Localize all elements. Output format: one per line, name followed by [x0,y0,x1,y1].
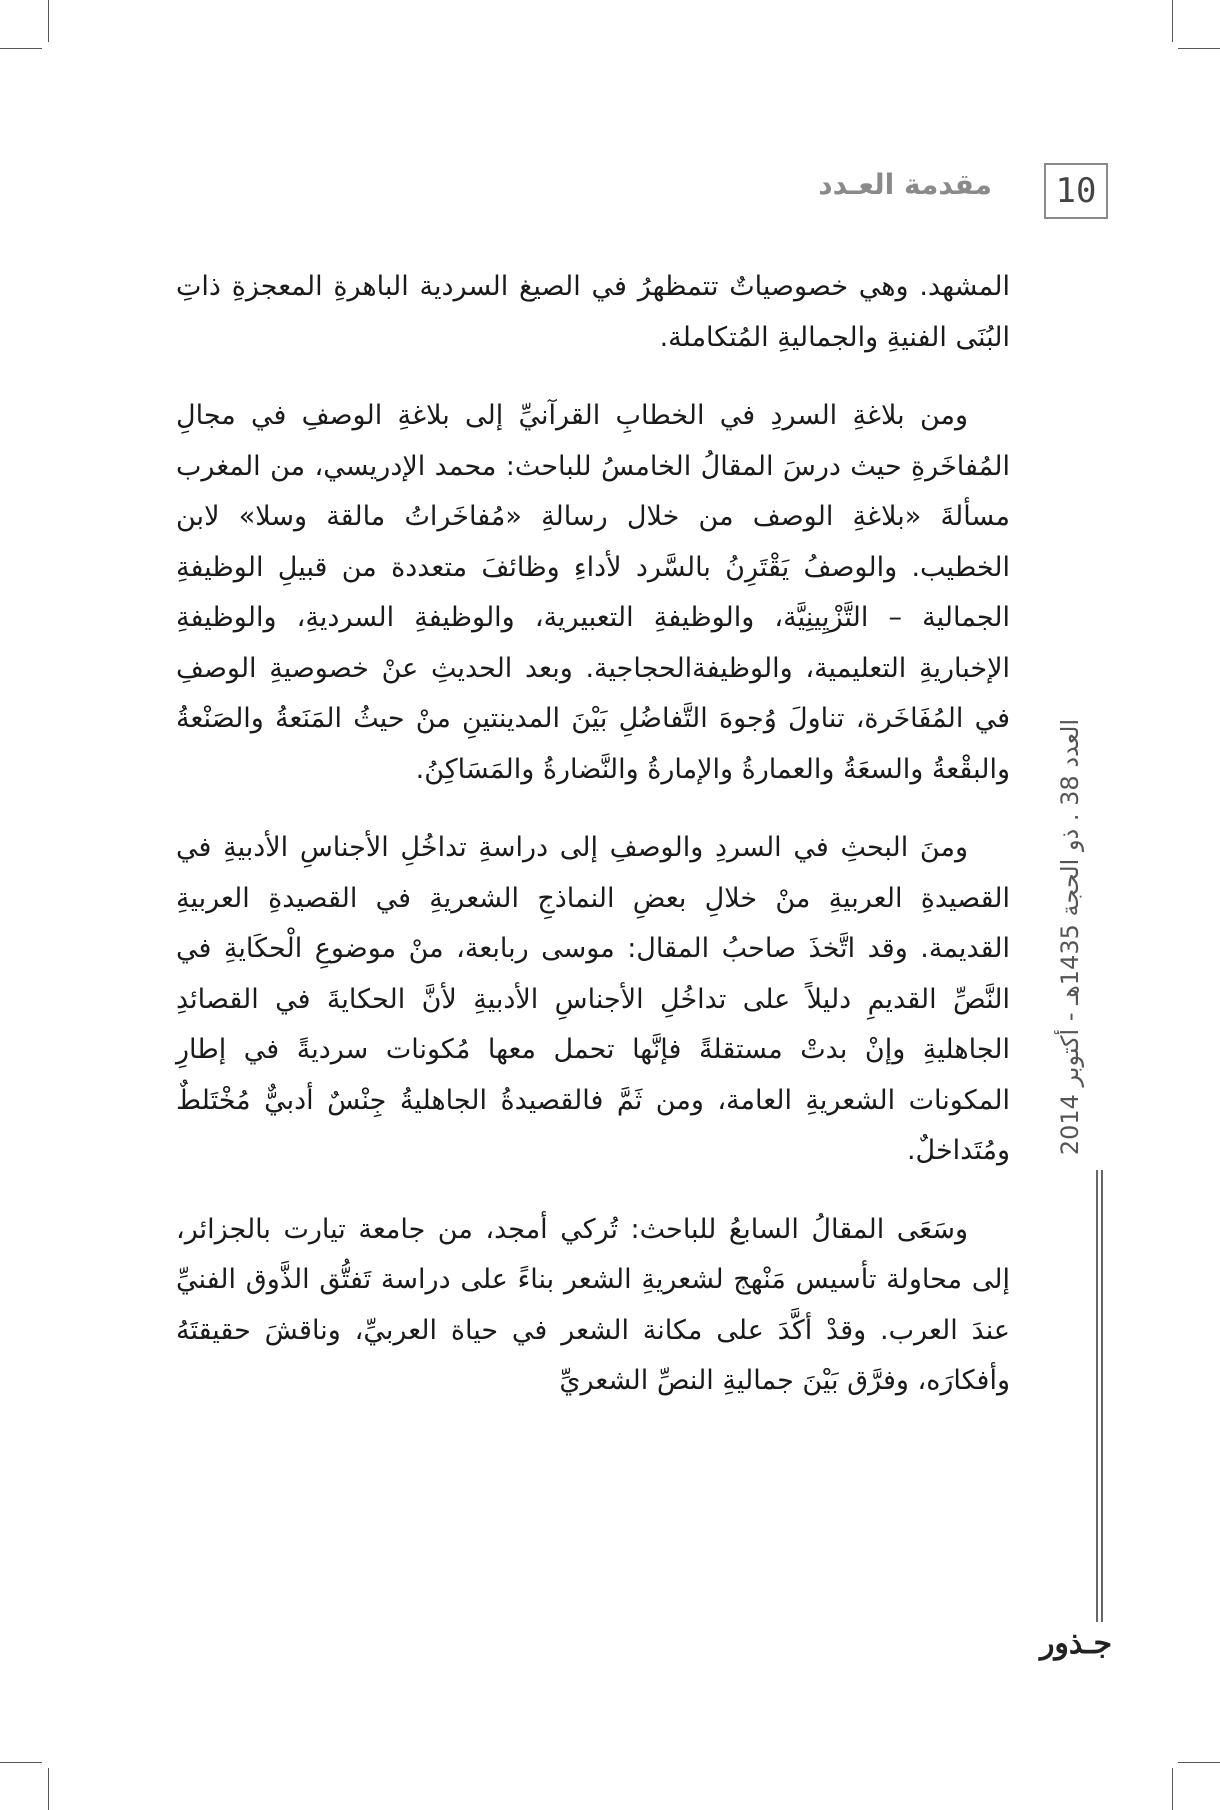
side-rule [1096,1170,1098,1622]
crop-mark [1172,0,1173,42]
side-rule [1101,1170,1103,1622]
section-title: مقدمة العـدد [818,168,992,201]
paragraph: ومنَ البحثِ في السردِ والوصفِ إلى دراسةِ تداخُلِ الأجناسِ الأدبيةِ في القصيدةِ العربيةِ منْ خلالِ بعضِ النماذجِ الشعريةِ في القصيدةِ العربيةِ القديمة. وقد اتَّخذَ صاحبُ المقال: موسى ربابعة، منْ موضوعِ الْحكَايةِ في النَّصِّ القديمِ دليلاً على تداخُلِ الأجناسِ الأدبيةِ لأنَّ الحكايةَ في القصائدِ الجاهليةِ وإنْ بدتْ مستقلةً فإنَّها تحمل معها مُكونات سرديةً في إطارِ المكونات الشعريةِ العامة، ومن ثَمَّ فالقصيدةُ الجاهليةُ جِنْسٌ أدبيٌّ مُخْتَلطٌ ومُتَداخلٌ. [176,832,1010,1166]
crop-mark [1172,1768,1173,1810]
paragraph: المشهد. وهي خصوصياتٌ تتمظهرُ في الصيغ السردية الباهرةِ المعجزةِ ذاتِ البُنَى الفنيةِ والجماليةِ المُتكاملة. [176,271,1010,353]
paragraph: وسَعَى المقالُ السابعُ للباحث: تُركي أمجد، من جامعة تيارت بالجزائر، إلى محاولة تأسيس مَنْهج لشعريةِ الشعر بناءً على دراسة تَفتُّق الذَّوق الفنيِّ عندَ العرب. وقدْ أكَّدَ على مكانة الشعر في حياة العربيِّ، وناقشَ حقيقتَهُ وأفكارَه، وفرَّق بَيْنَ جماليةِ النصِّ الشعريِّ [176,1213,1010,1396]
crop-mark [0,1762,42,1763]
crop-mark [1178,48,1220,49]
crop-mark [48,0,49,42]
issue-running-text: العدد 38 . ذو الحجة 1435هـ - أكتوبر 2014 [1056,718,1084,1156]
crop-mark [48,1768,49,1810]
crop-mark [0,48,42,49]
paragraph: ومن بلاغةِ السردِ في الخطابِ القرآنيِّ إلى بلاغةِ الوصفِ في مجالِ المُفاخَرةِ حيث درسَ المقالُ الخامسُ للباحث: محمد الإدريسي، من المغرب مسألةَ «بلاغةِ الوصف من خلال رسالةِ «مُفاخَراتُ مالقة وسلا» لابن الخطيب. والوصفُ يَقْتَرِنُ بالسَّرد لأداءِ وظائفَ متعددة من قبيلِ الوظيفةِ الجمالية – التَّزْيِينِيَّة، والوظيفةِ التعبيرية، والوظيفةِ السرديةِ، والوظيفةِ الإخباريةِ التعليمية، والوظيفةالحجاجية. وبعد الحديثِ عنْ خصوصيةِ الوصفِ في المُفَاخَرة، تناولَ وُجوهَ التَّفاضُلِ بَيْنَ المدينتينِ منْ حيثُ المَنَعةُ والصَنْعةُ والبقْعةُ والسعَةُ والعمارةُ والإمارةُ والنَّضارةُ والمَسَاكِنُ. [176,400,1010,785]
article-body [176,262,1010,1407]
crop-mark [1178,1762,1220,1763]
page-number: 10 [1044,163,1108,219]
magazine-logo: جـذور [1039,1626,1112,1661]
